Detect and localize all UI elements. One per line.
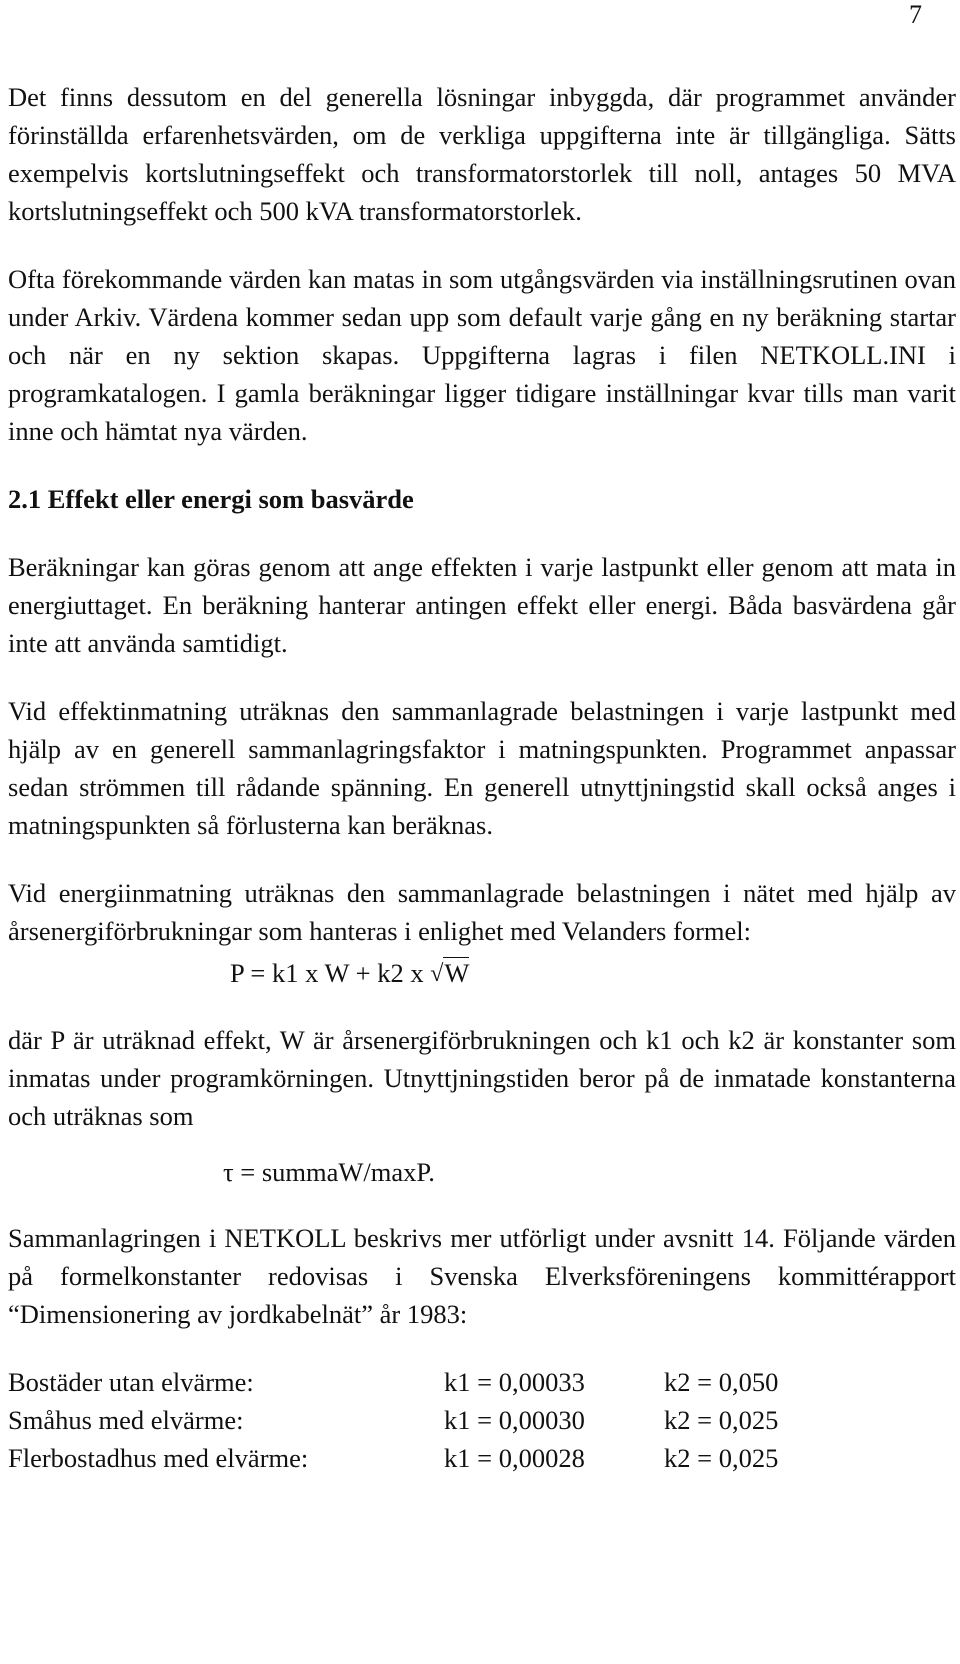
formula-main-text: P = k1 x W + k2 x — [230, 958, 424, 988]
section-paragraph-5: Sammanlagringen i NETKOLL beskrivs mer utförligt under avsnitt 14. Följande värden på formelkonstanter redovisas i Svenska Elverksföreningens kommittérapport “Dimensionering av jordkabelnät” år 1983: — [8, 1223, 956, 1329]
intro-paragraph-2: Ofta förekommande värden kan matas in som utgångsvärden via inställningsrutinen ovan under Arkiv. Värdena kommer sedan upp som default varje gång en ny beräkning startar och när en ny sektion skapas. Uppgifterna lagras i filen NETKOLL.INI i programkatalogen. I gamla beräkningar ligger tidigare inställningar kvar tills man varit inne och hämtat nya värden. — [8, 264, 956, 446]
constants-k2: k2 = 0,050 — [664, 1367, 779, 1397]
section-paragraph-1: Beräkningar kan göras genom att ange effekten i varje lastpunkt eller genom att mata in energiuttaget. En beräkning hanterar antingen effekt eller energi. Båda basvärdena går inte att använda samtidigt. — [8, 552, 956, 658]
table-row — [8, 1363, 864, 1401]
table-row — [8, 1401, 864, 1439]
intro-paragraph-1: Det finns dessutom en del generella lösningar inbyggda, där programmet använder förinställda erfarenhetsvärden, om de verkliga uppgifterna inte är tillgängliga. Sätts exempelvis kortslutningseffekt och transformatorstorlek till noll, antages 50 MVA kortslutningseffekt och 500 kVA transformatorstorlek. — [8, 82, 956, 226]
constants-k2: k2 = 0,025 — [664, 1443, 779, 1473]
constants-category: Flerbostadhus med elvärme: — [8, 1443, 309, 1473]
table-row — [8, 1439, 864, 1477]
constants-k1: k1 = 0,00033 — [444, 1367, 585, 1397]
constants-category: Småhus med elvärme: — [8, 1405, 244, 1435]
section-heading: 2.1 Effekt eller energi som basvärde — [8, 484, 414, 514]
square-root-icon: √ — [430, 961, 444, 987]
document-body — [8, 78, 956, 1477]
section-paragraph-2: Vid effektinmatning uträknas den sammanlagrade belastningen i varje lastpunkt med hjälp av en generell sammanlagringsfaktor i matningspunkten. Programmet anpassar sedan strömmen till rådande spänning. En generell utnyttjningstid skall också anges i matningspunkten så förlusterna kan beräknas. — [8, 696, 956, 840]
constants-k1: k1 = 0,00030 — [444, 1405, 585, 1435]
formula-sqrt-argument: W — [444, 958, 470, 988]
velander-formula — [8, 954, 956, 993]
constants-category: Bostäder utan elvärme: — [8, 1367, 254, 1397]
tau-formula: τ = summaW/maxP. — [223, 1157, 435, 1187]
constants-k2: k2 = 0,025 — [664, 1405, 779, 1435]
section-paragraph-3: Vid energiinmatning uträknas den sammanlagrade belastningen i nätet med hjälp av årsenergiförbrukningar som hanteras i enlighet med Velanders formel: — [8, 878, 956, 946]
section-paragraph-4: där P är uträknad effekt, W är årsenergiförbrukningen och k1 och k2 är konstanter som inmatas under programkörningen. Utnyttjningstiden beror på de inmatade konstanterna och uträknas som — [8, 1025, 956, 1131]
page-number: 7 — [909, 0, 922, 29]
constants-table — [8, 1363, 864, 1477]
constants-k1: k1 = 0,00028 — [444, 1443, 585, 1473]
